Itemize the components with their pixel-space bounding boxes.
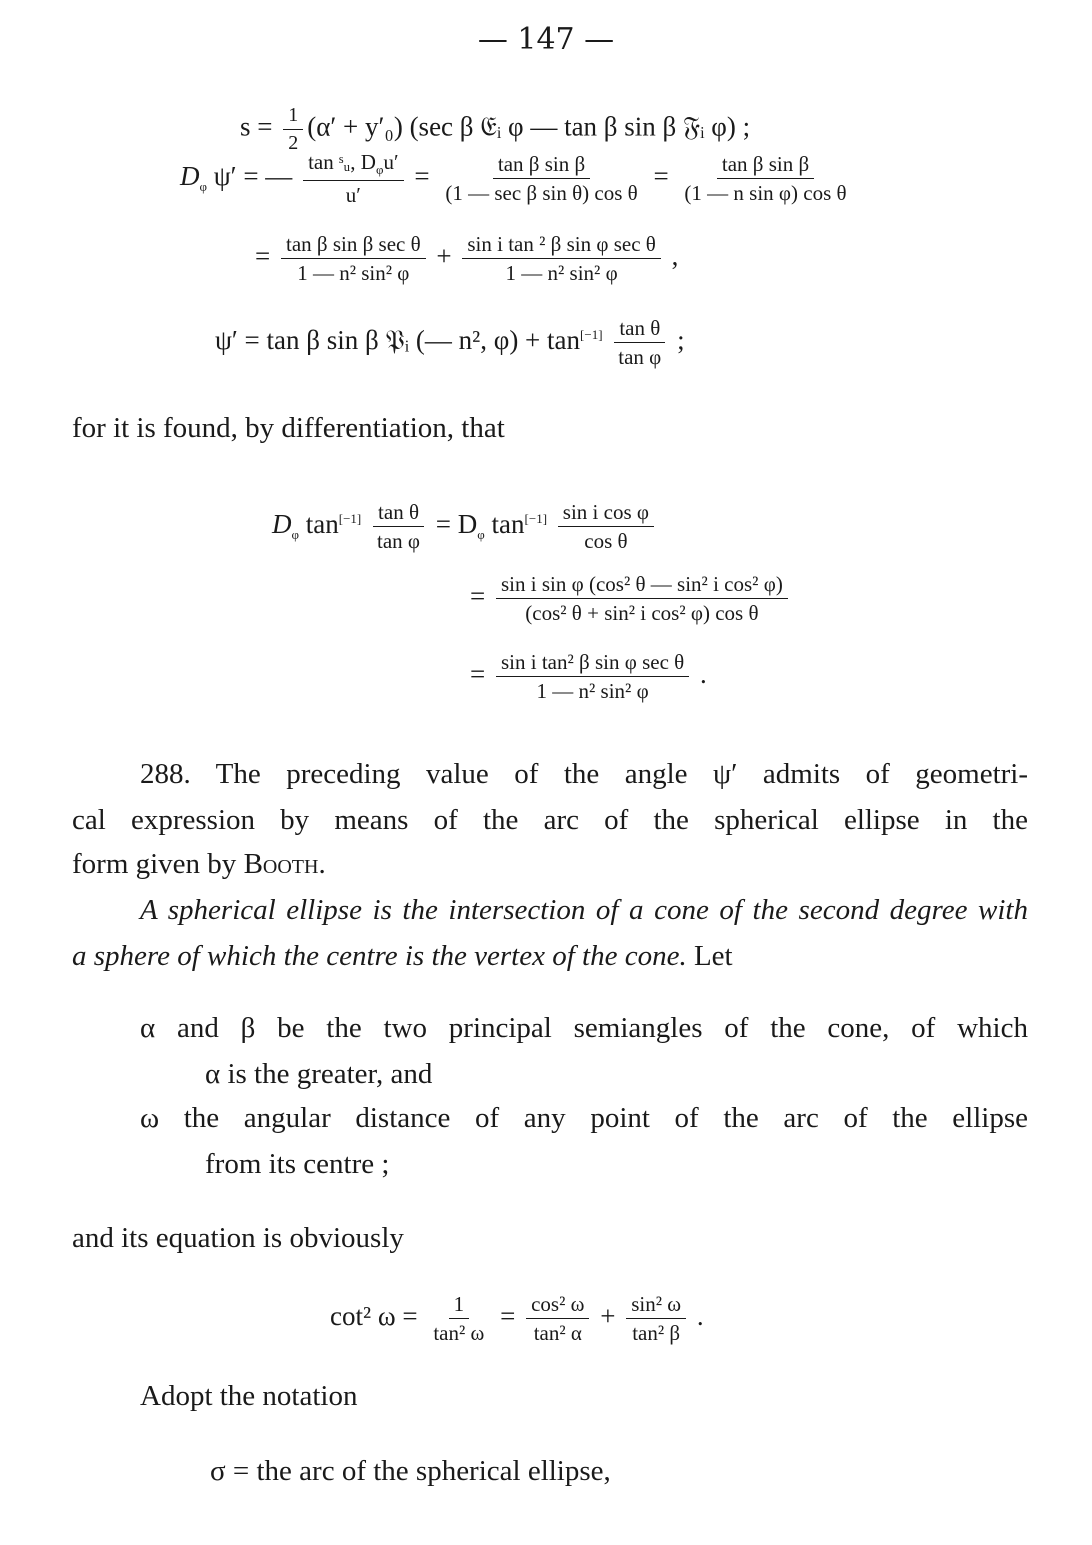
tan-text: tan bbox=[484, 508, 525, 539]
frac-den: tan² α bbox=[533, 1321, 582, 1346]
frac-den: (1 — sec β sin θ) cos θ bbox=[445, 181, 638, 206]
frac-num: 1 bbox=[449, 1292, 470, 1319]
diff-row-1 bbox=[272, 500, 658, 553]
equals-sign: = bbox=[470, 580, 486, 611]
d-subscript: φ bbox=[477, 527, 485, 543]
tan-text: tan bbox=[299, 508, 339, 539]
frac-den: 1 — n² sin² φ bbox=[536, 679, 649, 704]
psi-lhs: ψ′ = tan β sin β 𝔓ᵢ (— n², φ) + tan bbox=[215, 324, 581, 355]
omega-line-2: from its centre ; bbox=[205, 1148, 390, 1180]
fraction-half bbox=[283, 104, 303, 155]
equation-psi-prime bbox=[215, 316, 685, 369]
definition-line-2 bbox=[72, 940, 733, 973]
frac-num: sin i cos φ bbox=[558, 500, 654, 527]
frac-den: 1 — n² sin² φ bbox=[297, 261, 410, 286]
eq-s-lhs: s = bbox=[240, 111, 280, 142]
para-288-line-3 bbox=[72, 848, 326, 881]
equation-s bbox=[240, 104, 750, 155]
frac-num: tan β sin β sec θ bbox=[281, 232, 426, 259]
frac-num: cos² ω bbox=[526, 1292, 589, 1319]
alpha-beta-line-2: α is the greater, and bbox=[205, 1058, 433, 1090]
frac-num: tan β sin β bbox=[493, 152, 590, 179]
equals-d: = D bbox=[435, 508, 478, 539]
frac-den: tan² β bbox=[632, 1321, 681, 1346]
fraction-1 bbox=[372, 500, 425, 553]
equals-sign: = bbox=[653, 160, 669, 191]
frac-den: (cos² θ + sin² i cos² φ) cos θ bbox=[525, 601, 759, 626]
text-form-given: form given by bbox=[72, 848, 244, 880]
semicolon: ; bbox=[677, 324, 685, 355]
page-number: — 147 — bbox=[477, 22, 615, 57]
equals-sign: = bbox=[470, 658, 486, 689]
frac-num: sin i sin φ (cos² θ — sin² i cos² φ) bbox=[496, 572, 788, 599]
frac-den: cos θ bbox=[584, 529, 628, 554]
fraction bbox=[496, 650, 689, 703]
frac-den: (1 — n sin φ) cos θ bbox=[684, 181, 847, 206]
frac-num: tan θ bbox=[614, 316, 665, 343]
comma: , bbox=[671, 240, 679, 271]
alpha-beta-line-1: α and β be the two principal semiangles of the cone, of which bbox=[140, 1012, 1028, 1044]
text-let: Let bbox=[686, 940, 733, 972]
author-booth: Booth. bbox=[243, 848, 326, 880]
equation-d-psi bbox=[180, 150, 856, 207]
d-subscript: φ bbox=[291, 527, 300, 543]
fraction-2 bbox=[526, 1292, 589, 1345]
equals-sign: = bbox=[414, 160, 430, 191]
fraction-1 bbox=[428, 1292, 489, 1345]
frac-num: tan θ bbox=[373, 500, 424, 527]
frac-num: sin i tan² β sin φ sec θ bbox=[496, 650, 689, 677]
para-288-line-1: 288. The preceding value of the angle ψ′ admits of geometri- bbox=[140, 758, 1028, 790]
frac-num: tan β sin β bbox=[717, 152, 814, 179]
plus-sign: + bbox=[436, 240, 452, 271]
cot-equation bbox=[330, 1292, 704, 1345]
fraction-1 bbox=[281, 232, 426, 285]
definition-line-1: A spherical ellipse is the intersection of a cone of the second degree with bbox=[140, 894, 1028, 926]
frac-num-sub: φ bbox=[375, 162, 384, 178]
frac-num: 1 bbox=[283, 104, 303, 130]
d-symbol: D bbox=[272, 508, 292, 539]
frac-den: u′ bbox=[345, 183, 361, 208]
inverse-sup: [−1] bbox=[338, 510, 362, 526]
d-subscript: φ bbox=[199, 179, 208, 195]
period: . bbox=[696, 1300, 704, 1331]
eq-s-body: (α′ + y′₀) (sec β 𝔈ᵢ φ — tan β sin β 𝔉ᵢ φ) ; bbox=[307, 111, 751, 142]
inverse-sup: [−1] bbox=[580, 326, 603, 342]
frac-num: tan ˢᵤ, D bbox=[308, 150, 376, 174]
text-adopt: Adopt the notation bbox=[140, 1380, 358, 1412]
frac-num: sin i tan ² β sin φ sec θ bbox=[462, 232, 660, 259]
frac-num: sin² ω bbox=[626, 1292, 686, 1319]
d-symbol: D bbox=[180, 160, 200, 191]
frac-den: tan φ bbox=[377, 529, 421, 554]
cot-lhs: cot² ω = bbox=[330, 1300, 418, 1331]
para-288-line-2: cal expression by means of the arc of the spherical ellipse in the bbox=[72, 804, 1028, 836]
frac-den: tan² ω bbox=[433, 1321, 485, 1346]
fraction-tan bbox=[613, 316, 666, 369]
fraction-3 bbox=[626, 1292, 686, 1345]
text-sigma: σ = the arc of the spherical ellipse, bbox=[210, 1455, 611, 1487]
plus-sign: + bbox=[600, 1300, 616, 1331]
equals-sign: = bbox=[500, 1300, 516, 1331]
diff-row-3 bbox=[470, 650, 707, 703]
diff-row-2 bbox=[470, 572, 792, 625]
frac-den: 1 — n² sin² φ bbox=[505, 261, 618, 286]
frac-den: tan φ bbox=[618, 345, 662, 370]
fraction-1 bbox=[303, 150, 404, 207]
definition-text: a sphere of which the centre is the vertex of the cone. bbox=[72, 940, 687, 972]
inverse-sup: [−1] bbox=[524, 510, 548, 526]
period: . bbox=[699, 658, 707, 689]
equals-sign: = bbox=[255, 240, 271, 271]
text-its-equation: and its equation is obviously bbox=[72, 1222, 404, 1254]
fraction-2 bbox=[558, 500, 654, 553]
fraction-2 bbox=[462, 232, 660, 285]
fraction bbox=[496, 572, 788, 625]
omega-line-1: ω the angular distance of any point of the arc of the ellipse bbox=[140, 1102, 1028, 1134]
equation-d-psi-cont bbox=[255, 232, 678, 285]
frac-den: 2 bbox=[288, 132, 299, 154]
frac-num-rest: u′ bbox=[383, 150, 399, 174]
fraction-3 bbox=[679, 152, 851, 205]
fraction-2 bbox=[440, 152, 642, 205]
lhs-rest: ψ′ = — bbox=[213, 160, 293, 191]
text-for-it: for it is found, by differentiation, that bbox=[72, 412, 505, 444]
